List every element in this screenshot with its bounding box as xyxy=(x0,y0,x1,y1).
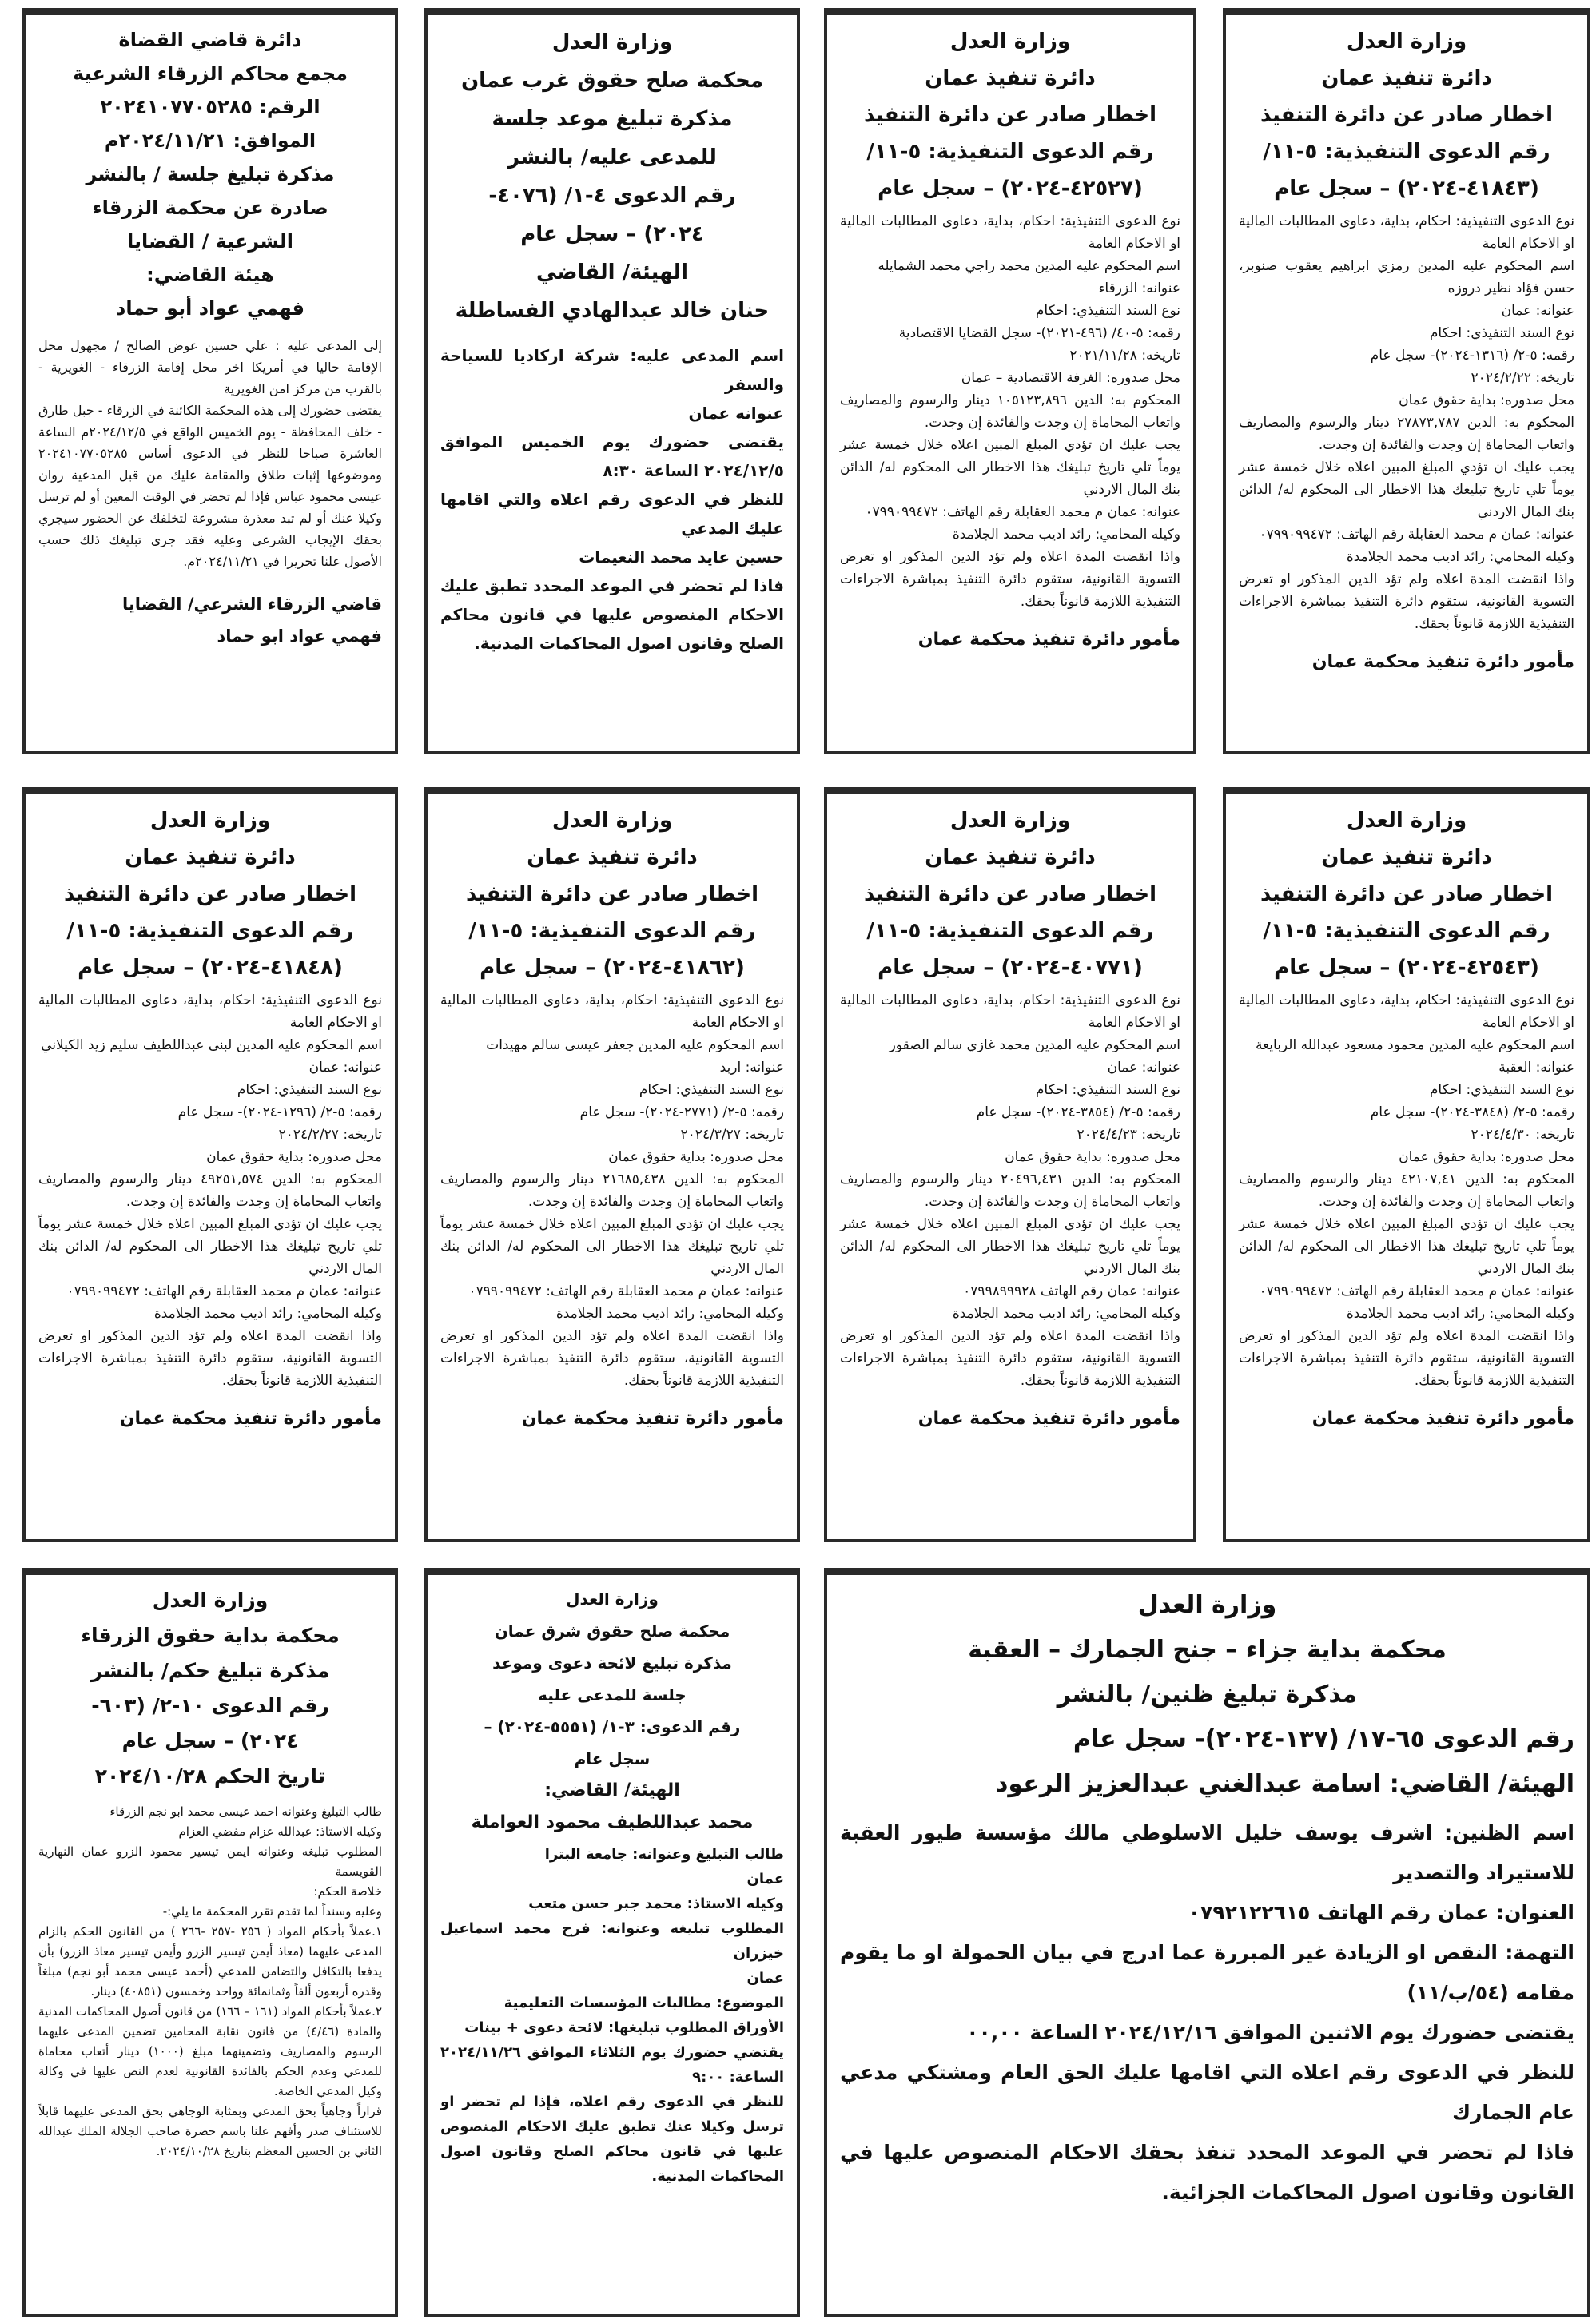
notice-body-line: اسم الظنين: اشرف يوسف خليل الاسلوطي مالك مؤسسة طيور العقبة للاستيراد والتصدير xyxy=(840,1821,1574,1884)
notice-signature xyxy=(840,1403,1180,1435)
notice-header xyxy=(38,1583,382,1794)
notice-body-line: رقمه: ٥-٢/ (٣٨٥٤-٢٠٢٤)- سجل عام xyxy=(976,1104,1180,1120)
notice-body-line: نوع السند التنفيذي: احكام xyxy=(1429,1082,1574,1098)
notice-body xyxy=(840,989,1180,1392)
notice-header-line: اخطار صادر عن دائرة التنفيذ xyxy=(63,882,357,906)
notice-body-line: نوع الدعوى التنفيذية: احكام، بداية، دعاوى المطالبات المالية او الاحكام العامة xyxy=(38,992,382,1031)
notice-signature xyxy=(1239,1403,1574,1435)
notice-body-line: المحكوم به: الدين ٤٢١٠٧,٤١ دينار والرسوم والمصاريف واتعاب المحاماة إن وجدت والفائدة إن وجدت. xyxy=(1239,1171,1574,1210)
notice-signature-line: مأمور دائرة تنفيذ محكمة عمان xyxy=(1311,1409,1574,1429)
notice-header-line: اخطار صادر عن دائرة التنفيذ xyxy=(863,103,1157,127)
notice-body-line: للنظر في الدعوى رقم اعلاه والتي اقامها عليك المدعي xyxy=(440,490,784,538)
notice-body-line: تاريخه: ٢٠٢١/١١/٢٨ xyxy=(1069,348,1180,364)
notice-body-line: نوع الدعوى التنفيذية: احكام، بداية، دعاوى المطالبات المالية او الاحكام العامة xyxy=(840,213,1180,252)
notice-body-line: تاريخه: ٢٠٢٤/٢/٢٧ xyxy=(278,1127,382,1143)
notice-header-line: ٢٠٢٤) – سجل عام xyxy=(121,1729,299,1752)
notice-header-line: محكمة بداية جزاء – جنح الجمارك – العقبة xyxy=(968,1636,1447,1664)
notice-signature-line: مأمور دائرة تنفيذ محكمة عمان xyxy=(917,630,1180,650)
notice-body-line: نوع الدعوى التنفيذية: احكام، بداية، دعاوى المطالبات المالية او الاحكام العامة xyxy=(1239,213,1574,252)
notice-signature-line: فهمي عواد ابو حماد xyxy=(217,626,382,646)
notice-body-line: محل صدوره: بداية حقوق عمان xyxy=(1399,1149,1574,1165)
notice-body xyxy=(840,1813,1574,2213)
notice-header-line: (٤٠٧٧١-٢٠٢٤) – سجل عام xyxy=(878,956,1143,980)
notice-judge xyxy=(440,1775,784,1839)
notice-header-line: اخطار صادر عن دائرة التنفيذ xyxy=(1260,882,1554,906)
notice-body-line: محل صدوره: بداية حقوق عمان xyxy=(1399,392,1574,408)
notice-header-line: صادرة عن محكمة الزرقاء xyxy=(92,197,328,219)
notice-body-line: يقتضي حضورك يوم الثلاثاء الموافق ٢٠٢٤/١١/٢٦ الساعة: ٩:٠٠ xyxy=(440,2044,784,2086)
notice-header-line: (٤١٨٤٨-٢٠٢٤) – سجل عام xyxy=(78,956,343,980)
notice-body-line: وكيله المحامي: رائد اديب محمد الجلامدة xyxy=(153,1306,382,1322)
notice-header-line: رقم الدعوى التنفيذية: ٥-١١/ xyxy=(468,919,756,943)
notice-body-line: الأوراق المطلوب تبليغها: لائحة دعوى + بينات xyxy=(464,2019,784,2036)
notice-body-line: محل صدوره: الغرفة الاقتصادية – عمان xyxy=(961,370,1180,386)
notice-header-line: جلسة للمدعى عليه xyxy=(538,1685,687,1704)
notice-body-line: التهمة: النقص او الزيادة غير المبررة عما ادرج في بيان الحمولة او ما يقوم مقامه (٥٤/ب/١١) xyxy=(840,1941,1574,2004)
notice-body-line: عنوانه: اربد xyxy=(719,1060,784,1076)
notice-body xyxy=(440,341,784,658)
notice-body-line: محل صدوره: بداية حقوق عمان xyxy=(608,1149,784,1165)
notice-header-line: مجمع محاكم الزرقاء الشرعية xyxy=(73,62,348,85)
notice-body-line: المحكوم به: الدين ٢٠٤٩٦,٤٣١ دينار والرسوم والمصاريف واتعاب المحاماة إن وجدت والفائدة إن وجدت. xyxy=(840,1171,1180,1210)
notice-body-line: رقمه: ٥-٢/ (١٢٩٦-٢٠٢٤)- سجل عام xyxy=(177,1104,382,1120)
notice-body xyxy=(38,335,382,572)
notice-body-line: يجب عليك ان تؤدي المبلغ المبين اعلاه خلال خمسة عشر يوماً تلي تاريخ تبليغك هذا الاخطار الى المحكوم له/ الدائن بنك المال الاردني xyxy=(840,1216,1180,1277)
notice-body-line: تاريخه: ٢٠٢٤/٢/٢٢ xyxy=(1471,370,1574,386)
notice-header-line: ٢٠٢٤) – سجل عام xyxy=(520,222,704,246)
notice-body xyxy=(1239,989,1574,1392)
notice-header-line: رقم الدعوى التنفيذية: ٥-١١/ xyxy=(866,919,1154,943)
notice-header-line: دائرة تنفيذ عمان xyxy=(925,845,1096,869)
notice-header-line: رقم الدعوى التنفيذية: ٥-١١/ xyxy=(1263,140,1550,164)
notice-body-line: العنوان: عمان رقم الهاتف ٠٧٩٢١٢٢٦١٥ xyxy=(1188,1901,1574,1924)
notice-body-line: عنوانه عمان xyxy=(688,404,784,423)
notice-header-line: وزارة العدل xyxy=(566,1589,659,1609)
notice-header-line: الشرعية / القضايا xyxy=(126,230,293,253)
notice-body-line: وكيله المحامي: رائد اديب محمد الجلامدة xyxy=(1346,549,1574,565)
notice-body-line: رقمه: ٥-٢/ (٣٨٤٨-٢٠٢٤)- سجل عام xyxy=(1370,1104,1574,1120)
notice-body-line: محل صدوره: بداية حقوق عمان xyxy=(206,1149,382,1165)
notice-header-line: محكمة بداية حقوق الزرقاء xyxy=(81,1624,340,1647)
notice-header-line: فهمي عواد أبو حماد xyxy=(116,297,304,320)
notice-header-line: رقم الدعوى التنفيذية: ٥-١١/ xyxy=(1263,919,1550,943)
notice-header-line: اخطار صادر عن دائرة التنفيذ xyxy=(1260,103,1554,127)
notice-header-line: وزارة العدل xyxy=(949,30,1071,54)
notice-body-line: نوع السند التنفيذي: احكام xyxy=(237,1082,382,1098)
notice-body-line: يجب عليك ان تؤدي المبلغ المبين اعلاه خلال خمسة عشر يوماً تلي تاريخ تبليغك هذا الاخطار الى المحكوم له/ الدائن بنك المال الاردني xyxy=(38,1216,382,1277)
notice-box xyxy=(824,787,1196,1542)
notice-header-line: دائرة تنفيذ عمان xyxy=(527,845,698,869)
notice-header xyxy=(440,1583,784,1775)
notice-header xyxy=(38,802,382,986)
notice-header-line: وزارة العدل xyxy=(149,809,271,833)
notice-header-line: دائرة تنفيذ عمان xyxy=(125,845,296,869)
notice-body-line: واذا انقضت المدة اعلاه ولم تؤد الدين المذكور او تعرض التسوية القانونية، ستقوم دائرة التنفيذ بمباشرة الاجراءات التنفيذية اللازمة قانوناً بحقك. xyxy=(38,1328,382,1389)
notice-body-line: للنظر في الدعوى رقم اعلاه، فإذا لم تحضر او ترسل وكيلا عنك تطبق عليك الاحكام المنصوص عليها في قانون محاكم الصلح وقانون اصول المحاكمات المدنية. xyxy=(440,2094,784,2185)
notice-box xyxy=(824,8,1196,754)
notice-header-line: اخطار صادر عن دائرة التنفيذ xyxy=(465,882,759,906)
notice-body-line: يجب عليك ان تؤدي المبلغ المبين اعلاه خلال خمسة عشر يوماً تلي تاريخ تبليغك هذا الاخطار الى المحكوم له/ الدائن بنك المال الاردني xyxy=(1239,1216,1574,1277)
notice-box xyxy=(424,1568,800,2317)
notice-body xyxy=(1239,210,1574,635)
notice-body-line: نوع الدعوى التنفيذية: احكام، بداية، دعاوى المطالبات المالية او الاحكام العامة xyxy=(440,992,784,1031)
notice-body-line: اسم المدعى عليه: شركة اركاديا للسياحة والسفر xyxy=(440,346,784,394)
notice-box xyxy=(22,787,398,1542)
notice-box xyxy=(22,8,398,754)
notice-header xyxy=(840,802,1180,986)
notice-body-line: عمان xyxy=(746,1970,784,1987)
notice-box xyxy=(1223,787,1590,1542)
notice-body-line: نوع السند التنفيذي: احكام xyxy=(1429,325,1574,341)
notice-judge-line: محمد عبداللطيف محمود العواملة xyxy=(471,1812,754,1832)
notice-body-line: عمان xyxy=(746,1871,784,1887)
notice-box xyxy=(824,1568,1590,2317)
notice-header-line: وزارة العدل xyxy=(1346,809,1467,833)
notice-header-line: الرقم: ٢٠٢٤١٠٧٧٠٥٢٨٥ xyxy=(100,96,320,118)
notice-judge-line: الهيئة/ القاضي: xyxy=(544,1780,680,1800)
notice-body-line: عنوانه: عمان م محمد العقابلة رقم الهاتف: ٠٧٩٩٠٩٩٤٧٢ xyxy=(66,1283,382,1299)
notice-body-line: اسم المحكوم عليه المدين محمد غازي سالم الصقور xyxy=(889,1037,1180,1053)
notice-box xyxy=(22,1568,398,2317)
notice-header-line: رقم الدعوى ٤-١/ (٤٠٧٦- xyxy=(488,184,736,208)
notice-body-line: عنوانه: عمان xyxy=(1501,303,1574,319)
notice-body-line: المحكوم به: الدين ٤٩٢٥١,٥٧٤ دينار والرسوم والمصاريف واتعاب المحاماة إن وجدت والفائدة إن وجدت. xyxy=(38,1171,382,1210)
notice-header-line: هيئة القاضي: xyxy=(146,264,274,286)
notice-body-line: طالب التبليغ وعنوانه: جامعة البترا xyxy=(544,1846,784,1863)
notice-header-line: (٤٢٥٤٣-٢٠٢٤) – سجل عام xyxy=(1274,956,1539,980)
notice-body-line: خلاصة الحكم: xyxy=(313,1884,382,1899)
notice-header-line: الموافق: ٢٠٢٤/١١/٢١م xyxy=(104,129,316,152)
notice-body-line: طالب التبليغ وعنوانه احمد عيسى محمد ابو نجم الزرقاء xyxy=(109,1804,382,1819)
notice-header-line: رقم الدعوى: ٣-١/ (٥٥٥١-٢٠٢٤) – xyxy=(484,1717,741,1736)
notice-signature-line: قاضي الزرقاء الشرعي/ القضايا xyxy=(121,595,382,614)
notice-header-line: مذكرة تبليغ ظنين/ بالنشر xyxy=(1057,1681,1358,1708)
notice-header xyxy=(440,802,784,986)
notice-body-line: يقتضى حضورك يوم الاثنين الموافق ٢٠٢٤/١٢/١٦ الساعة ٠٠,٠٠ xyxy=(966,2021,1574,2044)
notice-body-line: المحكوم به: الدين ١٠٥١٢٣,٨٩٦ دينار والرسوم والمصاريف واتعاب المحاماة إن وجدت والفائدة إن وجدت. xyxy=(840,392,1181,431)
notice-header-line: (٤١٨٤٣-٢٠٢٤) – سجل عام xyxy=(1274,177,1539,201)
notice-header-line: اخطار صادر عن دائرة التنفيذ xyxy=(863,882,1157,906)
notice-body-line: وكيله الاستاذ: محمد جبر حسن متعب xyxy=(528,1895,784,1912)
notice-body-line: عنوانه: الزرقاء xyxy=(1098,280,1180,296)
notice-body-line: تاريخه: ٢٠٢٤/٤/٣٠ xyxy=(1471,1127,1574,1143)
notice-signature-line: مأمور دائرة تنفيذ محكمة عمان xyxy=(521,1409,784,1429)
notice-body-line: عنوانه: عمان xyxy=(308,1060,382,1076)
notice-body-line: عنوانه: عمان xyxy=(1107,1060,1180,1076)
notice-body-line: المطلوب تبليغه وعنوانه ايمن تيسير محمود الزرو عمان النهارية القويسمة xyxy=(38,1844,382,1879)
notice-header xyxy=(440,23,784,330)
notice-header-line: سجل عام xyxy=(574,1749,651,1768)
notice-header-line: وزارة العدل xyxy=(551,809,673,833)
notice-header-line: رقم الدعوى التنفيذية: ٥-١١/ xyxy=(66,919,354,943)
notice-body-line: اسم المحكوم عليه المدين محمود مسعود عبدالله الربايعة xyxy=(1255,1037,1574,1053)
notice-body-line: يجب عليك ان تؤدي المبلغ المبين اعلاه خلال خمسة عشر يوماً تلي تاريخ تبليغك هذا الاخطار الى المحكوم له/ الدائن بنك المال الاردني xyxy=(840,437,1180,498)
notice-body xyxy=(38,989,382,1392)
notice-body xyxy=(840,210,1180,613)
notice-body-line: واذا انقضت المدة اعلاه ولم تؤد الدين المذكور او تعرض التسوية القانونية، ستقوم دائرة التنفيذ بمباشرة الاجراءات التنفيذية اللازمة قانوناً بحقك. xyxy=(840,549,1180,610)
notice-header-line: الهيئة/ القاضي: اسامة عبدالغني عبدالعزيز الرعود xyxy=(996,1770,1574,1798)
notice-header-line: وزارة العدل xyxy=(1346,30,1467,54)
notice-body-line: نوع الدعوى التنفيذية: احكام، بداية، دعاوى المطالبات المالية او الاحكام العامة xyxy=(1239,992,1574,1031)
notice-body-line: نوع السند التنفيذي: احكام xyxy=(1035,1082,1180,1098)
notice-body-line: ١.عملاً بأحكام المواد ( ٢٥٦ -٢٥٧ -٢٦٦ ) من القانون الحكم بالزام المدعى عليهما (معاذ أيمن تيسير الزرو وأيمن تيسير معاذ الزرو) بأن يدفعا بالتكافل والتضامن للمدعي (أحمد عيسى محمد أبو نجم) مبلغاً وقدره أربعون ألفاً وثمانمائة وواحد وخمسون (٤٠٨٥١) دينار. xyxy=(38,1924,383,1999)
notice-header-line: حنان خالد عبدالهادي الفساطلة xyxy=(455,299,770,323)
notice-body-line: عنوانه: عمان م محمد العقابلة رقم الهاتف: ٠٧٩٩٠٩٩٤٧٢ xyxy=(1259,527,1574,543)
notice-signature xyxy=(840,624,1180,656)
notice-body-line: يقتضى حضورك يوم الخميس الموافق ٢٠٢٤/١٢/٥ الساعة ٨:٣٠ xyxy=(440,432,784,480)
notice-body-line: وعليه وسنداً لما تقدم تقرر المحكمة ما يلي:- xyxy=(162,1904,382,1919)
notice-body-line: ٢.عملاً بأحكام المواد (١٦١ – ١٦٦) من قانون أصول المحاكمات المدنية والمادة (٤/٤٦) من قانون نقابة المحامين تضمين المدعى عليهما الرسوم والمصاريف وتضمينهما مبلغ (١٠٠٠) دينار أتعاب محاماة للمدعي وعدم الحكم بالفائدة القانونية لعدم النص عليها في وكالة وكيل المدعي الخاصة. xyxy=(38,2004,382,2098)
notice-body-line: فاذا لم تحضر في الموعد المحدد تطبق عليك الاحكام المنصوص عليها في قانون محاكم الصلح وقانون اصول المحاكمات المدنية. xyxy=(440,576,784,653)
notice-body-line: وكيله المحامي: رائد اديب محمد الجلامدة xyxy=(952,527,1180,543)
notice-header xyxy=(38,23,382,325)
notice-header-line: دائرة قاضي القضاة xyxy=(118,29,302,51)
notice-signature-line: مأمور دائرة تنفيذ محكمة عمان xyxy=(119,1409,382,1429)
notice-body-line: قراراً وجاهياً بحق المدعي وبمثابة الوجاهي بحق المدعى عليهما قابلاً للاستئناف صدر وأفهم علنا باسم حضرة صاحب الجلالة الملك عبدالله الثاني بن الحسين المعظم بتاريخ ٢٠٢٤/١٠/٢٨. xyxy=(38,2104,382,2158)
notice-body-line: تاريخه: ٢٠٢٤/٣/٢٧ xyxy=(680,1127,784,1143)
notice-body-line: للنظر في الدعوى رقم اعلاه التي اقامها عليك الحق العام ومشتكي مدعي عام الجمارك xyxy=(840,2061,1574,2124)
notice-body-line: محل صدوره: بداية حقوق عمان xyxy=(1005,1149,1180,1165)
notice-body xyxy=(440,1842,784,2189)
notice-body-line: عنوانه: عمان م محمد العقابلة رقم الهاتف: ٠٧٩٩٠٩٩٤٧٢ xyxy=(865,504,1180,520)
notice-header xyxy=(840,1583,1574,1807)
notice-header-line: (٤١٨٦٢-٢٠٢٤) – سجل عام xyxy=(480,956,745,980)
notice-body-line: وكيله المحامي: رائد اديب محمد الجلامدة xyxy=(952,1306,1180,1322)
notice-body-line: اسم المحكوم عليه المدين رمزي ابراهيم يعقوب صنوبر، حسن فؤاد نظير دروزه xyxy=(1239,258,1574,296)
notice-box xyxy=(424,787,800,1542)
notice-body-line: عنوانه: العقبة xyxy=(1498,1060,1574,1076)
notice-header-line: الهيئة/ القاضي xyxy=(536,261,688,284)
notice-body-line: اسم المحكوم عليه المدين لبنى عبداللطيف سليم زيد الكيلاني xyxy=(41,1037,382,1053)
notice-body-line: واذا انقضت المدة اعلاه ولم تؤد الدين المذكور او تعرض التسوية القانونية، ستقوم دائرة التنفيذ بمباشرة الاجراءات التنفيذية اللازمة قانوناً بحقك. xyxy=(1239,1328,1574,1389)
notice-header-line: دائرة تنفيذ عمان xyxy=(925,66,1096,90)
notice-body-line: المحكوم به: الدين ٢٧٨٧٣,٧٨٧ دينار والرسوم والمصاريف واتعاب المحاماة إن وجدت والفائدة إن وجدت. xyxy=(1239,415,1574,453)
notice-signature xyxy=(38,1403,382,1435)
notice-body-line: المطلوب تبليغه وعنوانه: فرح محمد اسماعيل خيزران xyxy=(440,1920,784,1962)
notice-header-line: وزارة العدل xyxy=(1137,1591,1277,1619)
notice-header-line: مذكرة تبليغ موعد جلسة xyxy=(492,107,733,131)
notice-header-line: وزارة العدل xyxy=(949,809,1071,833)
notice-body-line: نوع الدعوى التنفيذية: احكام، بداية، دعاوى المطالبات المالية او الاحكام العامة xyxy=(840,992,1180,1031)
notice-body-line: رقمه: ٥-٤٠/ (٤٩٦-٢٠٢١)- سجل القضايا الاقتصادية xyxy=(898,325,1180,341)
notice-signature xyxy=(440,1403,784,1435)
notice-body-line: الموضوع: مطالبات المؤسسات التعليمية xyxy=(503,1995,784,2011)
notice-signature xyxy=(38,588,382,652)
notice-body-line: وكيله الاستاذ: عبدالله عزام مفضي العزام xyxy=(178,1824,382,1839)
notice-body-line: يقتضى حضورك إلى هذه المحكمة الكائنة في الزرقاء - جبل طارق - خلف المحافظة - يوم الخميس الواقع في ٢٠٢٤/١٢/٥م الساعة العاشرة صباحا للنظر في الدعوى أساس ٢٠٢٤١٠٧٧٠٥٢٨٥ وموضوعها إثبات طلاق والمقامة عليك من قبل المدعية روان عيسى محمود عباس فإذا لم تحضر في الوقت المعين أو لم ترسل وكيلا عنك أو لم تبد معذرة مشروعة لتخلفك عن الحضور سيجري بحقك الإيجاب الشرعي وعليه فقد جرى تبليغك ذلك حسب الأصول علنا تحريرا في ٢٠٢٤/١١/٢١م. xyxy=(38,403,382,569)
notice-header-line: رقم الدعوى ١٠-٢/ (٦٠٣- xyxy=(91,1694,329,1717)
notice-header-line: وزارة العدل xyxy=(551,30,673,54)
notice-body-line: يجب عليك ان تؤدي المبلغ المبين اعلاه خلال خمسة عشر يوماً تلي تاريخ تبليغك هذا الاخطار الى المحكوم له/ الدائن بنك المال الاردني xyxy=(440,1216,784,1277)
notice-box xyxy=(1223,8,1590,754)
notice-header-line: للمدعى عليه/ بالنشر xyxy=(507,145,717,169)
notice-body-line: واذا انقضت المدة اعلاه ولم تؤد الدين المذكور او تعرض التسوية القانونية، ستقوم دائرة التنفيذ بمباشرة الاجراءات التنفيذية اللازمة قانوناً بحقك. xyxy=(1239,571,1574,632)
notice-body-line: واذا انقضت المدة اعلاه ولم تؤد الدين المذكور او تعرض التسوية القانونية، ستقوم دائرة التنفيذ بمباشرة الاجراءات التنفيذية اللازمة قانوناً بحقك. xyxy=(840,1328,1180,1389)
notice-signature-line: مأمور دائرة تنفيذ محكمة عمان xyxy=(1311,652,1574,672)
notice-header-line: مذكرة تبليغ حكم/ بالنشر xyxy=(90,1659,330,1682)
notice-signature xyxy=(1239,646,1574,678)
notice-box xyxy=(424,8,800,754)
notice-body-line: عنوانه: عمان م محمد العقابلة رقم الهاتف: ٠٧٩٩٠٩٩٤٧٢ xyxy=(468,1283,784,1299)
notice-body-line: وكيله المحامي: رائد اديب محمد الجلامدة xyxy=(1346,1306,1574,1322)
notice-body-line: المحكوم به: الدين ٢١٦٨٥,٤٣٨ دينار والرسوم والمصاريف واتعاب المحاماة إن وجدت والفائدة إن وجدت. xyxy=(440,1171,784,1210)
notice-header-line: دائرة تنفيذ عمان xyxy=(1321,66,1492,90)
notice-body-line: رقمه: ٥-٢/ (١٣١٦-٢٠٢٤)- سجل عام xyxy=(1370,348,1574,364)
notice-header xyxy=(840,23,1180,207)
notice-body-line: نوع السند التنفيذي: احكام xyxy=(1035,303,1180,319)
notice-body-line: عنوانه: عمان رقم الهاتف ٠٧٩٩٨٩٩٩٢٨ xyxy=(963,1283,1180,1299)
notice-body-line: عنوانه: عمان م محمد العقابلة رقم الهاتف: ٠٧٩٩٠٩٩٤٧٢ xyxy=(1259,1283,1574,1299)
notice-body-line: فاذا لم تحضر في الموعد المحدد تنفذ بحقك الاحكام المنصوص عليها في القانون وقانون اصول المحاكمات الجزائية. xyxy=(840,2141,1574,2204)
notice-header xyxy=(1239,23,1574,207)
notice-body-line: تاريخه: ٢٠٢٤/٤/٢٣ xyxy=(1077,1127,1180,1143)
notice-header-line: محكمة صلح حقوق شرق عمان xyxy=(494,1621,730,1641)
notice-header-line: مذكرة تبليغ لائحة دعوى وموعد xyxy=(492,1653,732,1673)
notice-header-line: رقم الدعوى ٦٥-١٧/ (١٣٧-٢٠٢٤)- سجل عام xyxy=(1073,1725,1574,1753)
notice-body-line: وكيله المحامي: رائد اديب محمد الجلامدة xyxy=(555,1306,784,1322)
notice-body-line: واذا انقضت المدة اعلاه ولم تؤد الدين المذكور او تعرض التسوية القانونية، ستقوم دائرة التنفيذ بمباشرة الاجراءات التنفيذية اللازمة قانوناً بحقك. xyxy=(440,1328,784,1389)
notice-header-line: محكمة صلح حقوق غرب عمان xyxy=(460,69,764,93)
notice-body-line: يجب عليك ان تؤدي المبلغ المبين اعلاه خلال خمسة عشر يوماً تلي تاريخ تبليغك هذا الاخطار الى المحكوم له/ الدائن بنك المال الاردني xyxy=(1239,459,1574,520)
notice-header xyxy=(1239,802,1574,986)
notice-body xyxy=(440,989,784,1392)
notice-header-line: تاريخ الحكم ٢٠٢٤/١٠/٢٨ xyxy=(94,1764,326,1788)
notice-header-line: رقم الدعوى التنفيذية: ٥-١١/ xyxy=(866,140,1154,164)
notice-body-line: اسم المحكوم عليه المدين محمد راجي محمد الشمايله xyxy=(878,258,1180,274)
notice-body-line: إلى المدعى عليه : علي حسين عوض الصالح / مجهول محل الإقامة حاليا في أمريكا اخر محل إقامة الزرقاء - الغويرية - بالقرب من مركز امن الغويرية xyxy=(38,338,382,396)
notice-header-line: دائرة تنفيذ عمان xyxy=(1321,845,1492,869)
notice-header-line: وزارة العدل xyxy=(152,1589,269,1612)
notice-body xyxy=(38,1802,382,2162)
notice-header-line: مذكرة تبليغ جلسة / بالنشر xyxy=(86,163,335,185)
notice-body-line: رقمه: ٥-٢/ (٢٧٧١-٢٠٢٤)- سجل عام xyxy=(579,1104,784,1120)
notice-signature-line: مأمور دائرة تنفيذ محكمة عمان xyxy=(917,1409,1180,1429)
notice-body-line: حسين عايد محمد النعيمات xyxy=(579,547,784,567)
notice-body-line: نوع السند التنفيذي: احكام xyxy=(639,1082,784,1098)
notice-body-line: اسم المحكوم عليه المدين جعفر عيسى سالم مهيدات xyxy=(486,1037,784,1053)
notice-header-line: (٤٢٥٢٧-٢٠٢٤) – سجل عام xyxy=(878,177,1143,201)
